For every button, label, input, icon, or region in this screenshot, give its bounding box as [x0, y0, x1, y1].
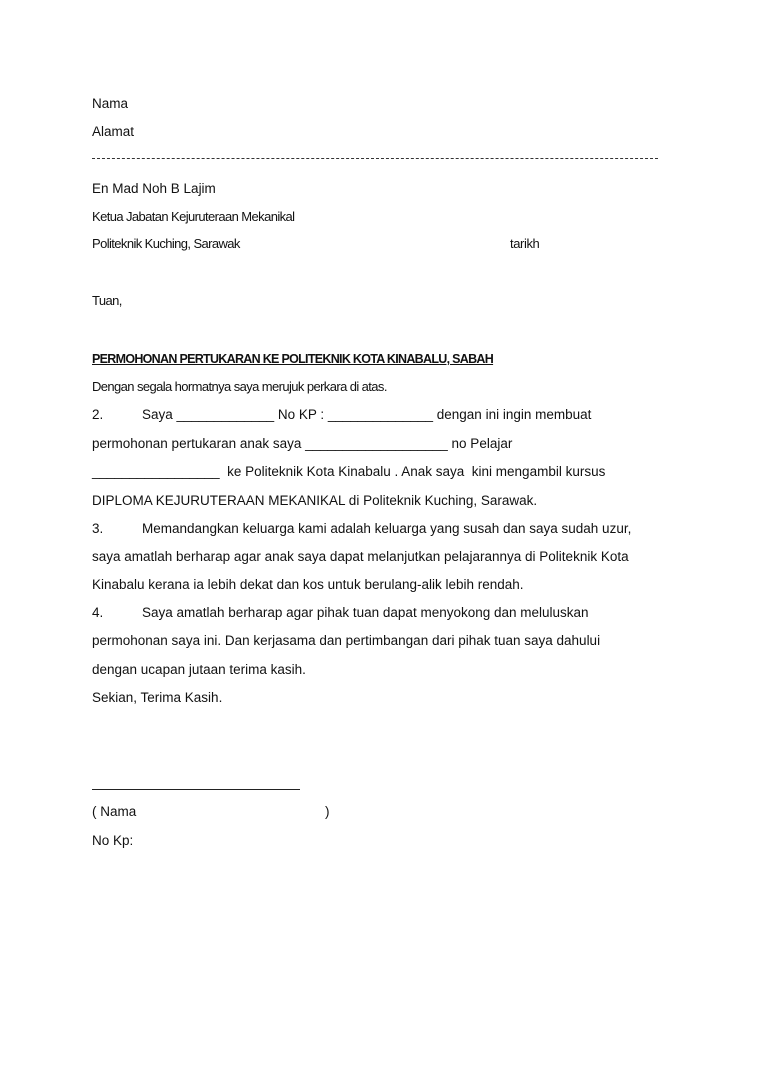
- intro-text: Dengan segala hormatnya saya merujuk perkara di atas.: [92, 379, 387, 394]
- recipient-name: En Mad Noh B Lajim: [92, 181, 216, 196]
- paragraph-4-number: 4.: [92, 605, 104, 620]
- paragraph-2-line-2: permohonan pertukaran anak saya ___________________ no Pelajar: [92, 436, 513, 451]
- sender-name-label: Nama: [92, 96, 129, 111]
- paragraph-4-line-3: dengan ucapan jutaan terima kasih.: [92, 662, 306, 677]
- paragraph-3-line-2: saya amatlah berharap agar anak saya dapat melanjutkan pelajarannya di Politeknik Kota: [92, 549, 629, 564]
- signature-name-close: ): [325, 804, 330, 819]
- salutation: Tuan,: [92, 293, 122, 308]
- paragraph-4-line-1: [92, 605, 589, 621]
- signature-line: [92, 789, 300, 790]
- paragraph-3-number: 3.: [92, 521, 104, 536]
- paragraph-2-text-1: Saya _____________ No KP : ______________ dengan ini ingin membuat: [142, 407, 592, 422]
- intro-paragraph: [92, 379, 387, 395]
- paragraph-4-text-1: Saya amatlah berharap agar pihak tuan dapat menyokong dan meluluskan: [142, 605, 589, 620]
- paragraph-2-number: 2.: [92, 407, 104, 422]
- closing-line: Sekian, Terima Kasih.: [92, 690, 223, 705]
- paragraph-2-line-4: DIPLOMA KEJURUTERAAN MEKANIKAL di Politeknik Kuching, Sarawak.: [92, 493, 538, 508]
- paragraph-4-line-2: permohonan saya ini. Dan kerjasama dan pertimbangan dari pihak tuan saya dahului: [92, 633, 601, 648]
- paragraph-3-line-3: Kinabalu kerana ia lebih dekat dan kos untuk berulang-alik lebih rendah.: [92, 577, 524, 592]
- paragraph-2-line-3: _________________ ke Politeknik Kota Kinabalu . Anak saya kini mengambil kursus: [92, 464, 606, 479]
- paragraph-3-text-1: Memandangkan keluarga kami adalah keluarga yang susah dan saya sudah uzur,: [142, 521, 632, 536]
- paragraph-3-line-1: [92, 521, 631, 537]
- recipient-position: Ketua Jabatan Kejuruteraan Mekanikal: [92, 209, 295, 224]
- dashed-divider: [92, 158, 658, 159]
- date-label: tarikh: [510, 236, 540, 251]
- recipient-institution: Politeknik Kuching, Sarawak: [92, 236, 240, 251]
- sender-address-label: Alamat: [92, 124, 135, 139]
- signature-name-open: ( Nama: [92, 804, 137, 819]
- paragraph-2-line-1: [92, 407, 591, 423]
- subject-heading: PERMOHONAN PERTUKARAN KE POLITEKNIK KOTA KINABALU, SABAH: [92, 352, 494, 366]
- signature-ic-label: No Kp:: [92, 833, 134, 848]
